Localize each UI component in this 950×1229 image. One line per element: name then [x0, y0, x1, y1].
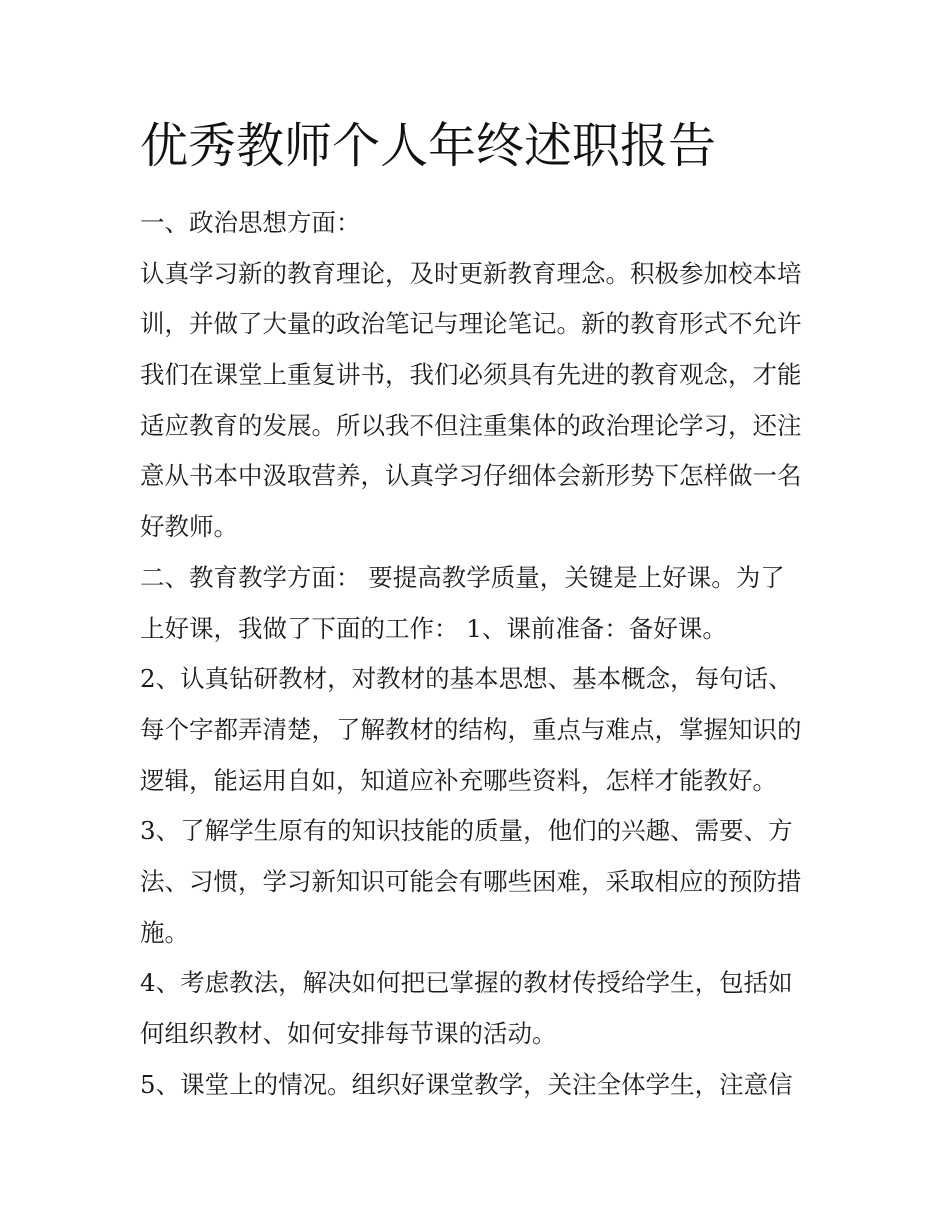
text-line: 法、习惯，学习新知识可能会有哪些困难，采取相应的预防措	[140, 866, 802, 896]
text-line: 认真学习新的教育理论，及时更新教育理念。积极参加校本培	[140, 258, 802, 288]
text-line: 3、了解学生原有的知识技能的质量，他们的兴趣、需要、方	[140, 816, 793, 846]
text-line: 我们在课堂上重复讲书，我们必须具有先进的教育观念，才能	[140, 360, 802, 390]
text-line: 何组织教材、如何安排每节课的活动。	[140, 1019, 557, 1048]
text-line: 训，并做了大量的政治笔记与理论笔记。新的教育形式不允许	[140, 309, 802, 339]
text-line: 意从书本中汲取营养，认真学习仔细体会新形势下怎样做一名	[140, 461, 802, 491]
text-line: 适应教育的发展。所以我不但注重集体的政治理论学习，还注	[140, 410, 802, 440]
text-line: 好教师。	[140, 512, 238, 542]
text-line: 5、课堂上的情况。组织好课堂教学，关注全体学生，注意信	[140, 1069, 793, 1099]
text-line: 逻辑，能运用自如，知道应补充哪些资料，怎样才能教好。	[140, 765, 777, 795]
text-line: 2、认真钻研教材，对教材的基本思想、基本概念，每句话、	[140, 664, 793, 694]
document-title: 优秀教师个人年终述职报告	[140, 118, 717, 174]
text-line: 每个字都弄清楚，了解教材的结构，重点与难点，掌握知识的	[140, 714, 802, 744]
text-line: 施。	[140, 917, 189, 947]
text-line: 4、考虑教法，解决如何把已掌握的教材传授给学生，包括如	[140, 968, 793, 998]
text-line: 二、教育教学方面： 要提高教学质量，关键是上好课。为了	[140, 562, 785, 592]
text-line: 一、政治思想方面：	[140, 208, 361, 237]
document-body	[140, 198, 820, 1110]
text-line: 上好课，我做了下面的工作： 1、课前准备：备好课。	[140, 613, 727, 643]
